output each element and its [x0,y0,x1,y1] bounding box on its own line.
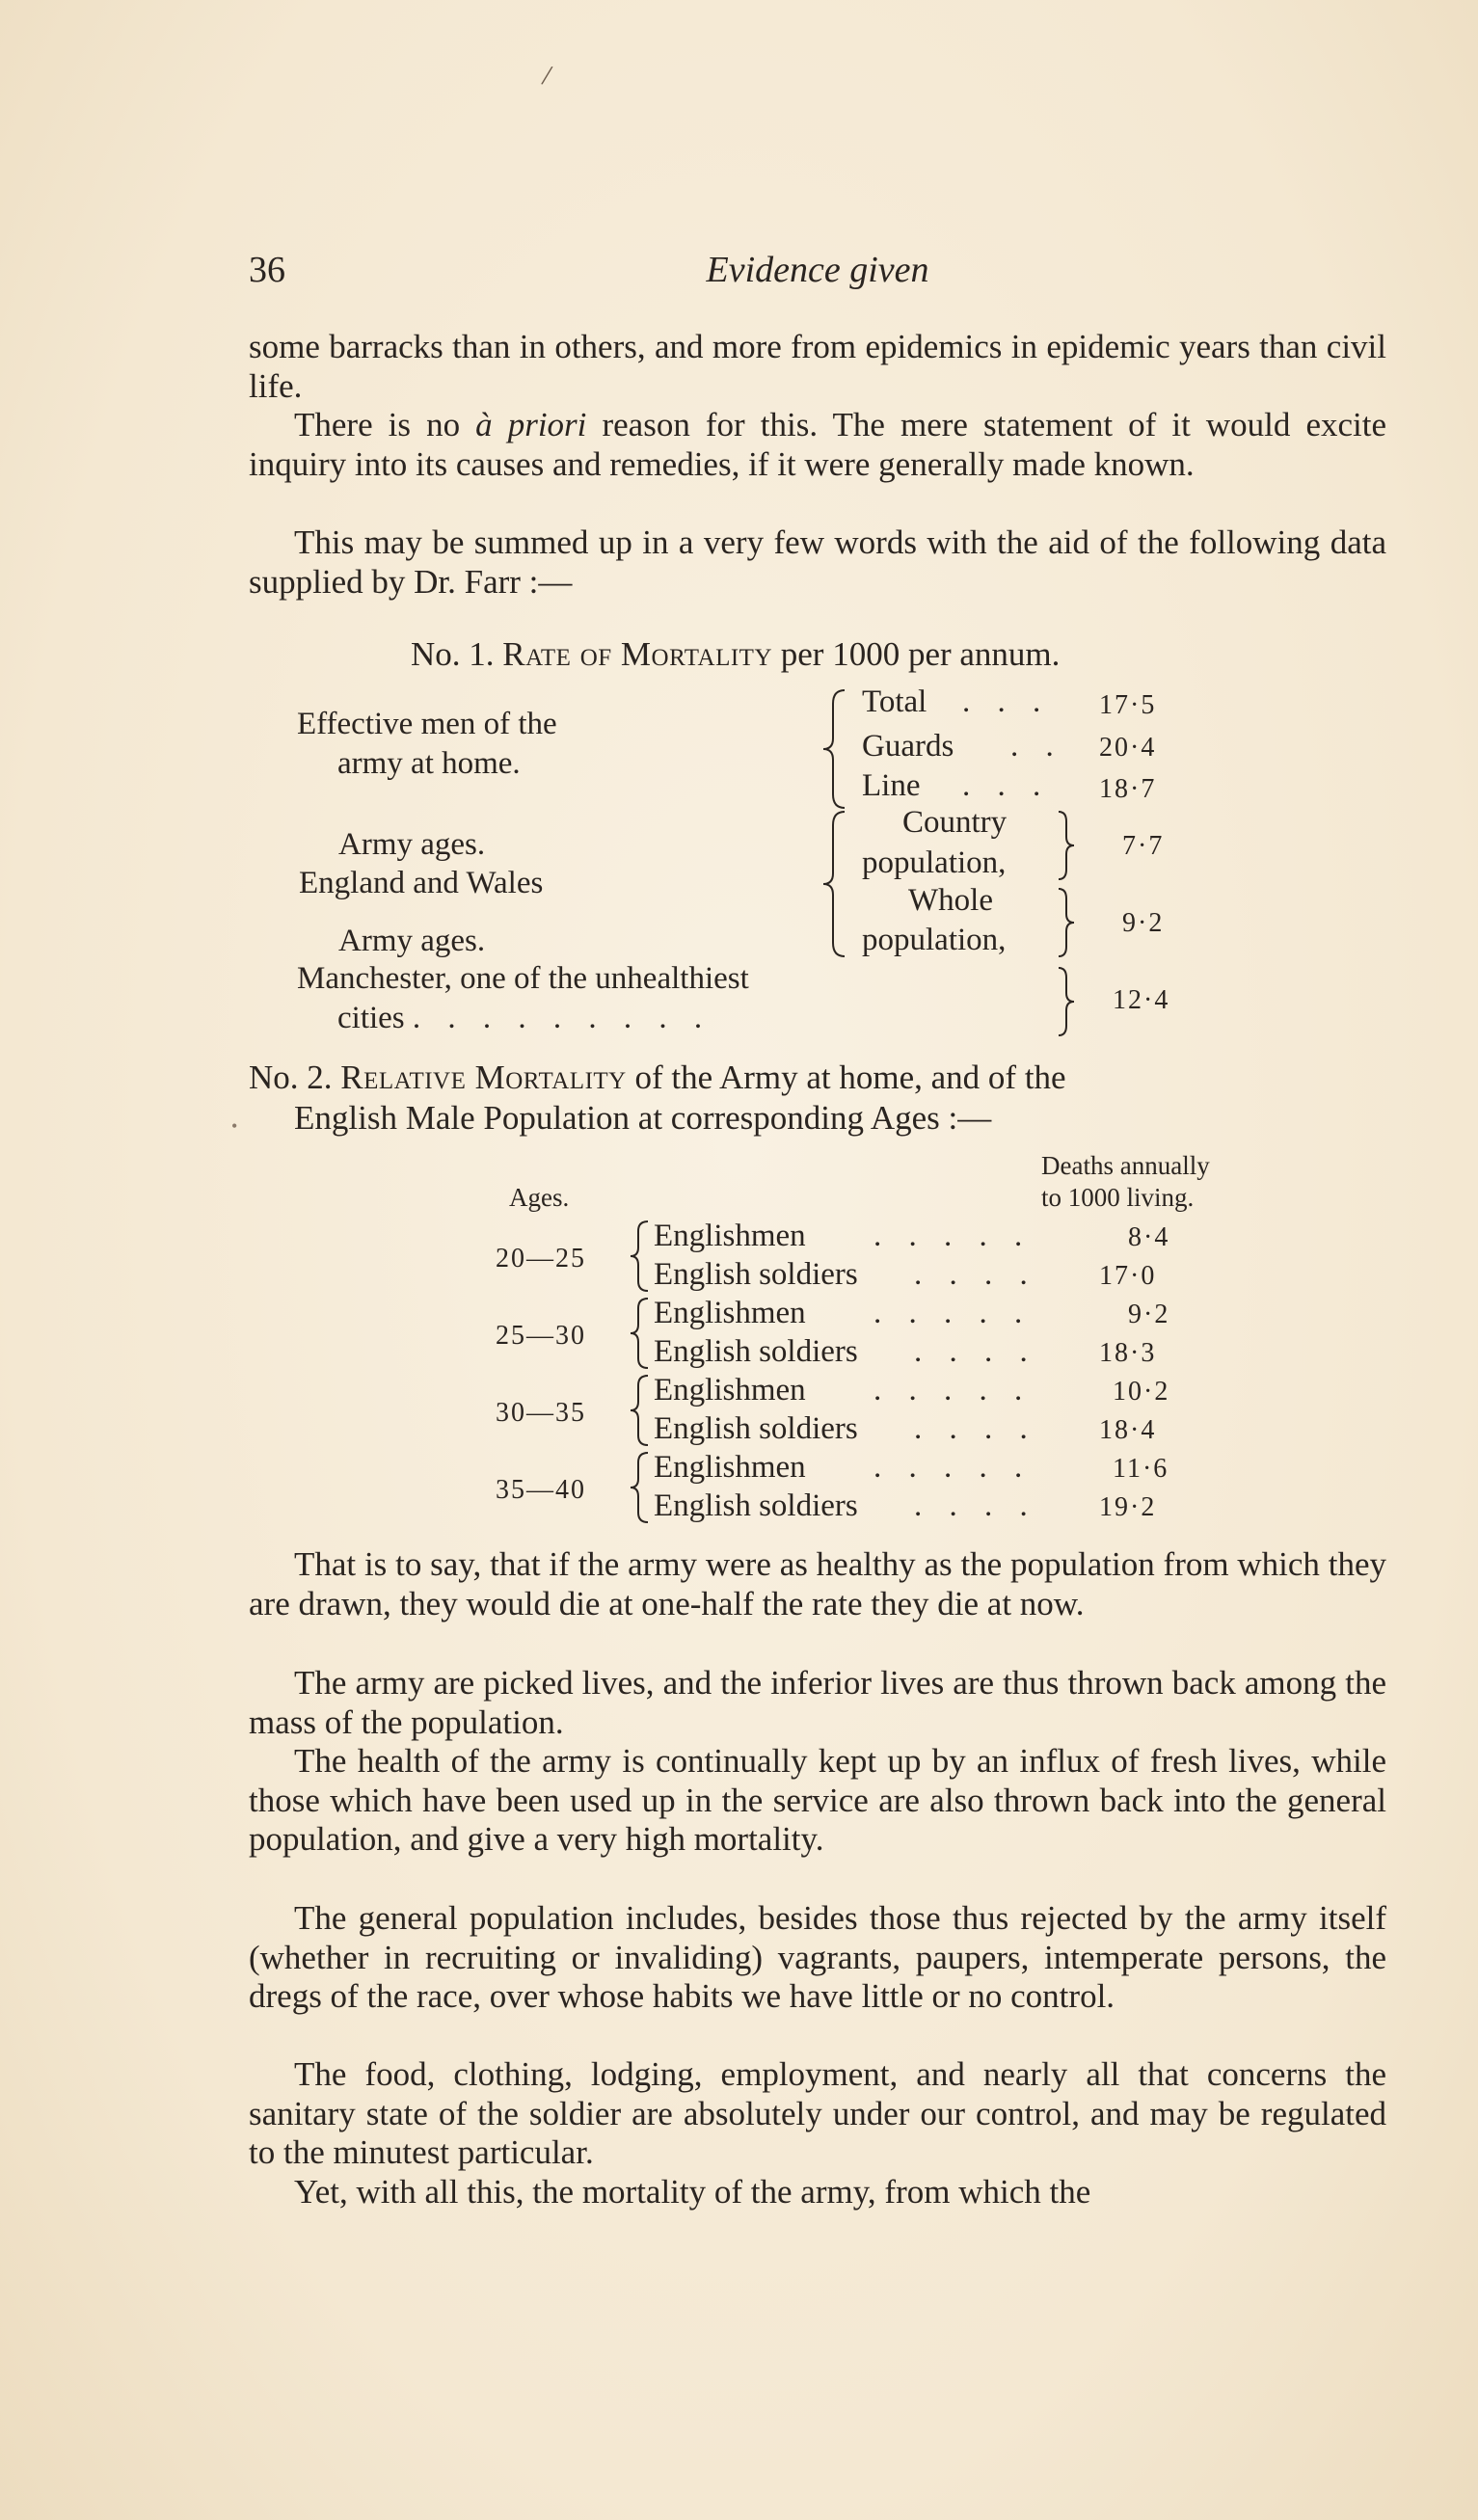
table1-brace-manchester [1055,964,1078,1039]
paragraph-2 [249,406,1386,484]
table1-whole-l1: Whole [908,883,993,918]
table1-row-line-label: Line [862,768,921,803]
table1-country-l2: population, [862,845,1007,880]
paragraph-4: That is to say, that if the army were as healthy as the population from which they are drawn, they would die at one-half the rate they die at now. [249,1545,1386,1622]
table2-g2-r1-label: Englishmen [654,1296,806,1330]
table2-number: No. 2. [249,1059,333,1096]
table1-whole-value: 9·2 [1122,908,1165,938]
table2-g3-r2-value: 18·4 [1099,1415,1157,1445]
table1-row-line-value: 18·7 [1099,774,1157,804]
table2-age-20-25: 20—25 [496,1244,586,1273]
table1-row-guards-label: Guards [862,729,954,764]
table2-g1-r2-value: 17·0 [1099,1261,1157,1291]
table1-group1-label-l2: army at home. [337,746,521,781]
table1-row-guards-dots: . . [1010,729,1063,764]
table2-g4-r1-label: Englishmen [654,1450,806,1485]
table1-brace-1 [820,686,848,812]
italic-a-priori: à priori [475,406,587,443]
table2-g4-r2-label: English soldiers [654,1488,858,1523]
table2-col-deaths-l1: Deaths annually [1041,1151,1210,1180]
table1-manchester-dots: . . . . . . . . . [412,1001,712,1035]
table2-col-ages: Ages. [509,1183,570,1212]
table1-brace-2 [820,808,848,960]
text: reason for this. The mere statement of it would excite inquiry into its causes and remedies, if it were generally made known. [249,406,1387,483]
table2-age-30-35: 30—35 [496,1398,586,1428]
table2-g1-r2-label: English soldiers [654,1257,858,1292]
table2-g3-r1-label: Englishmen [654,1373,806,1407]
table1-title-sc: Rate of Mortality [502,635,773,673]
table1-whole-l2: population, [862,923,1007,957]
table2-g2-r2-label: English soldiers [654,1334,858,1369]
running-title: Evidence given [706,250,929,290]
table2-title-sc: Relative Mortality [340,1059,627,1096]
table2-age-35-40: 35—40 [496,1475,586,1505]
table2-g4-r1-dots: . . . . . [873,1450,1033,1485]
table1-number: No. 1. [411,635,495,673]
table2-g3-r2-label: English soldiers [654,1411,858,1446]
table2-g2-r2-value: 18·3 [1099,1338,1157,1368]
paragraph-6: The health of the army is continually kept up by an influx of fresh lives, while those which have been used up in the service are also thrown back into the general population, and give a very high mortality. [249,1742,1386,1858]
paragraph-5: The army are picked lives, and the inferior lives are thus thrown back among the mass of the population. [249,1664,1386,1741]
paragraph-3: This may be summed up in a very few words with the aid of the following data supplied by Dr. Farr :— [249,523,1386,601]
table1-manchester-cities: cities [337,1001,405,1035]
page-number: 36 [249,250,285,290]
table2-g3-r2-dots: . . . . [914,1411,1037,1446]
table1-row-line-dots: . . . [962,768,1051,803]
table1-title [411,635,1060,674]
table2-col-deaths-l2: to 1000 living. [1041,1183,1195,1212]
table2-g3-r1-value: 10·2 [1113,1377,1170,1407]
table2-g4-r2-value: 19·2 [1099,1492,1157,1522]
table2-g2-r1-dots: . . . . . [873,1296,1033,1330]
table2-g1-r1-dots: . . . . . [873,1219,1033,1253]
table2-brace-3 [627,1372,652,1449]
table2-title-suffix: of the Army at home, and of the [634,1059,1066,1096]
table1-row-guards-value: 20·4 [1099,733,1157,763]
table1-row-total-label: Total [862,684,927,719]
paragraph-9: Yet, with all this, the mortality of the army, from which the [294,2173,1091,2211]
table2-g4-r1-value: 11·6 [1113,1454,1169,1484]
table1-country-l1: Country [902,805,1008,840]
table1-group1-label-l1: Effective men of the [297,707,557,741]
table2-title [249,1059,1386,1097]
paragraph-7: The general population includes, besides those thus rejected by the army itself (whether in recruiting or invaliding) vagrants, paupers, intemperate persons, the dregs of the race, over whose habits we have little or no control. [249,1899,1386,2015]
table2-g2-r2-dots: . . . . [914,1334,1037,1369]
table2-g2-r1-value: 9·2 [1128,1300,1170,1329]
table1-manchester-value: 12·4 [1113,985,1170,1015]
table2-g1-r1-value: 8·4 [1128,1222,1170,1252]
table1-title-suffix: per 1000 per annum. [780,635,1061,673]
table1-manchester-l2 [337,999,712,1037]
paragraph-1: some barracks than in others, and more from epidemics in epidemic years than civil life. [249,328,1386,405]
table2-brace-1 [627,1218,652,1295]
text: There is no [294,406,476,443]
table2-g1-r1-label: Englishmen [654,1219,806,1253]
table1-brace-whole [1055,885,1078,960]
table2-g3-r1-dots: . . . . . [873,1373,1033,1407]
stray-mark: / [539,59,554,93]
table1-group2-label-l3: Army ages. [338,924,486,958]
table2-title-line2: English Male Population at corresponding Ages :— [294,1099,992,1137]
table2-brace-4 [627,1449,652,1526]
table2-g1-r2-dots: . . . . [914,1257,1037,1292]
table1-row-total-value: 17·5 [1099,690,1157,720]
table1-brace-country [1055,808,1078,883]
table1-country-value: 7·7 [1122,831,1165,861]
table1-group2-label-l2: England and Wales [299,866,544,900]
paragraph-8: The food, clothing, lodging, employment, and nearly all that concerns the sanitary state of the soldier are absolutely under our control, and may be regulated to the minutest particular. [249,2055,1386,2171]
table1-group2-label-l1: Army ages. [338,827,486,862]
table2-brace-2 [627,1295,652,1372]
table2-g4-r2-dots: . . . . [914,1488,1037,1523]
margin-dot: • [231,1116,238,1136]
table1-row-total-dots: . . . [962,684,1051,719]
running-head [249,249,1386,297]
table1-manchester-l1: Manchester, one of the unhealthiest [297,961,749,996]
table2-age-25-30: 25—30 [496,1321,586,1351]
